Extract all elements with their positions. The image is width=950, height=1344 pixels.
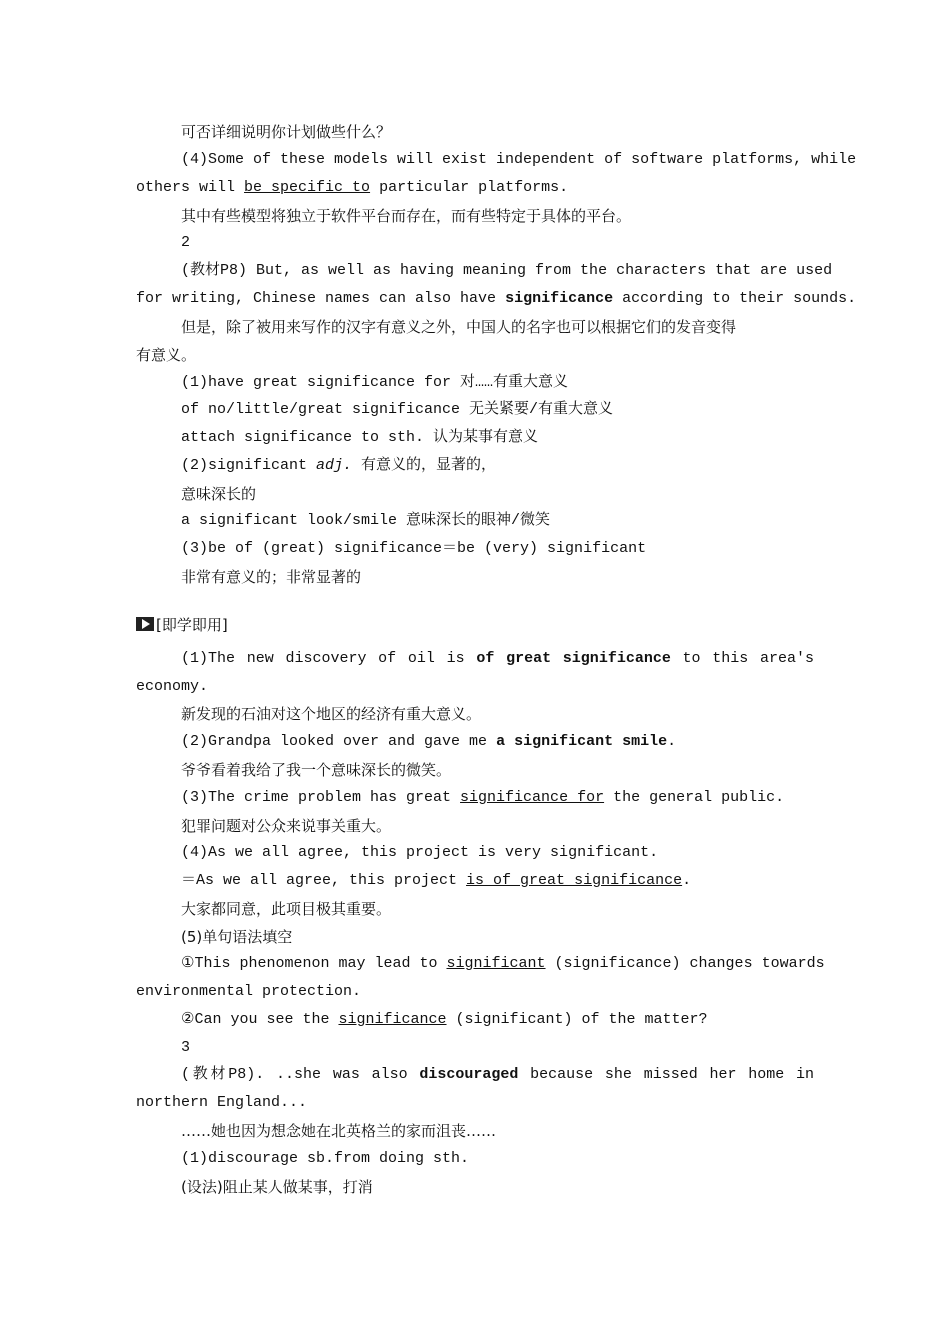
- play-triangle-icon: [136, 617, 154, 631]
- text-line: a significant look/smile 意味深长的眼神/微笑: [181, 512, 551, 529]
- text-line: for writing, Chinese names can also have significance according to their sounds.: [136, 290, 857, 307]
- text-line: 新发现的石油对这个地区的经济有重大意义。: [181, 705, 482, 723]
- text-line: (2)significant adj. 有意义的，显著的，: [181, 457, 497, 474]
- text-line: (4)As we all agree, this project is very significant.: [181, 844, 659, 861]
- text-line: 其中有些模型将独立于软件平台而存在，而有些特定于具体的平台。: [181, 207, 632, 225]
- answer-blank: significant: [446, 955, 546, 972]
- answer-blank: significance for: [460, 789, 605, 806]
- key-word: significance: [505, 290, 614, 307]
- text-line: of no/little/great significance 无关紧要/有重大意义: [181, 401, 614, 418]
- item-number: 3: [181, 1039, 191, 1056]
- text-line: (教材P8) But, as well as having meaning from the characters that are used: [181, 262, 833, 279]
- text-line: (1)The new discovery of oil is of great significance to this area's: [181, 650, 815, 667]
- text-line: others will be specific to particular platforms.: [136, 179, 569, 196]
- text-line: attach significance to sth. 认为某事有意义: [181, 429, 539, 446]
- item-number: 2: [181, 234, 191, 251]
- underlined-phrase: be specific to: [244, 179, 371, 196]
- text-line: ……她也因为想念她在北英格兰的家而沮丧……: [181, 1122, 497, 1140]
- text-line: (4)Some of these models will exist independent of software platforms, while: [181, 151, 857, 168]
- text-line: (2)Grandpa looked over and gave me a significant smile.: [181, 733, 677, 750]
- key-phrase: a significant smile: [496, 733, 668, 750]
- text-line: ②Can you see the significance (significant) of the matter?: [181, 1011, 708, 1028]
- text-line: 大家都同意，此项目极其重要。: [181, 900, 392, 918]
- text-line: economy.: [136, 678, 209, 695]
- text-line: (教材P8). ..she was also discouraged because she missed her home in: [181, 1066, 815, 1083]
- text-line: 有意义。: [136, 346, 197, 364]
- text-line: 非常有意义的；非常显著的: [181, 568, 362, 586]
- text-line: 但是，除了被用来写作的汉字有意义之外，中国人的名字也可以根据它们的发音变得: [181, 318, 737, 336]
- text-line: 意味深长的: [181, 485, 257, 503]
- text-line: (5)单句语法填空: [181, 928, 293, 946]
- text-line: 可否详细说明你计划做些什么？: [181, 123, 392, 141]
- answer-blank: significance: [338, 1011, 447, 1028]
- text-line: northern England...: [136, 1094, 308, 1111]
- section-heading: [即学即用]: [136, 615, 814, 635]
- text-line: (设法)阻止某人做某事，打消: [181, 1178, 373, 1196]
- text-line: 爷爷看着我给了我一个意味深长的微笑。: [181, 761, 452, 779]
- text-line: (1)have great significance for 对……有重大意义: [181, 374, 569, 391]
- text-line: environmental protection.: [136, 983, 362, 1000]
- answer-blank: is of great significance: [466, 872, 683, 889]
- text-line: (1)discourage sb.from doing sth.: [181, 1150, 470, 1167]
- text-line: 犯罪问题对公众来说事关重大。: [181, 817, 392, 835]
- key-word: discouraged: [419, 1066, 519, 1083]
- key-phrase: of great significance: [476, 650, 671, 667]
- text-line: ①This phenomenon may lead to significant (significance) changes towards: [181, 955, 825, 972]
- text-line: (3)The crime problem has great significance for the general public.: [181, 789, 785, 806]
- text-line: (3)be of (great) significance＝be (very) significant: [181, 540, 647, 557]
- text-line: ＝As we all agree, this project is of great significance.: [181, 872, 692, 889]
